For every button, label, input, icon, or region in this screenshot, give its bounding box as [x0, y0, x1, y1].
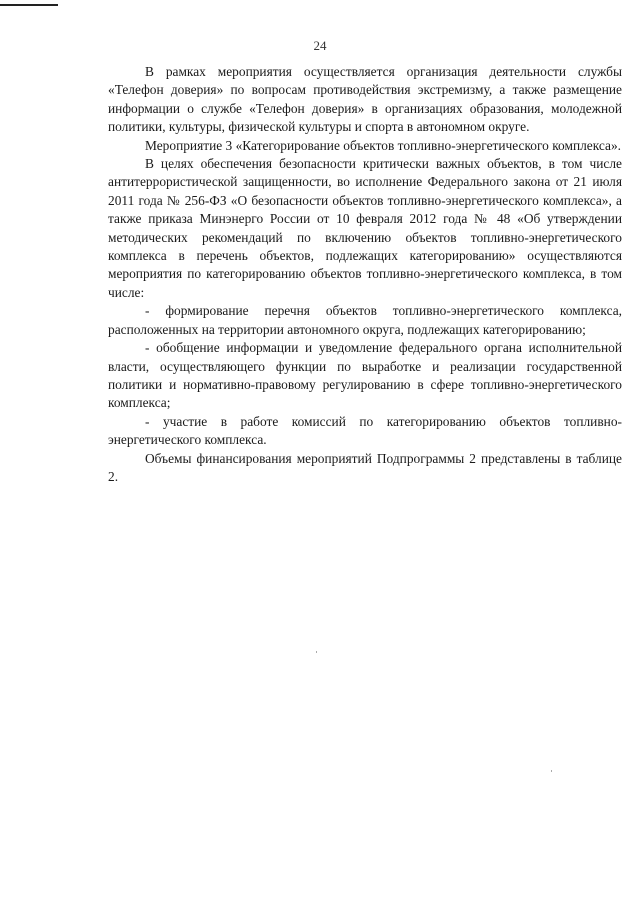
list-item-notification: - обобщение информации и уведомление федерального органа исполнительной власти, осуществляющего функции по выработке и реализации государственной политики и нормативно-правовому регулированию в сфере топливно-энергетического комплекса; [108, 340, 622, 411]
document-body [108, 63, 622, 486]
top-corner-rule [0, 4, 58, 6]
scan-speck [316, 651, 317, 653]
scan-speck [551, 770, 552, 772]
list-item-list-formation: - формирование перечня объектов топливно-энергетического комплекса, расположенных на территории автономного округа, подлежащих категорированию; [108, 303, 622, 337]
paragraph-event-3-title: Мероприятие 3 «Категорирование объектов топливно-энергетического комплекса». [145, 137, 622, 153]
paragraph-hotline: В рамках мероприятия осуществляется организация деятельности службы «Телефон доверия» по вопросам противодействия экстремизму, а также размещение информации о службе «Телефон доверия» в организациях образования, молодежной политики, культуры, физической культуры и спорта в автономном округе. [108, 64, 622, 135]
paragraph-funding-reference: Объемы финансирования мероприятий Подпрограммы 2 представлены в таблице 2. [108, 450, 622, 484]
paragraph-security-purpose: В целях обеспечения безопасности критически важных объектов, в том числе антитеррористической защищенности, во исполнение Федерального закона от 21 июля 2011 года № 256-ФЗ «О безопасности объектов топливно-энергетического комплекса», а также приказа Минэнерго России от 10 февраля 2012 года № 48 «Об утверждении методических рекомендаций по включению объектов топливно-энергетического комплекса в перечень объектов, подлежащих категорированию» осуществляются мероприятия по категорированию объектов топливно-энергетического комплекса, в том числе: [108, 156, 622, 300]
page-number: 24 [313, 38, 327, 53]
list-item-commission-participation: - участие в работе комиссий по категорированию объектов топливно-энергетического комплекса. [108, 413, 622, 448]
